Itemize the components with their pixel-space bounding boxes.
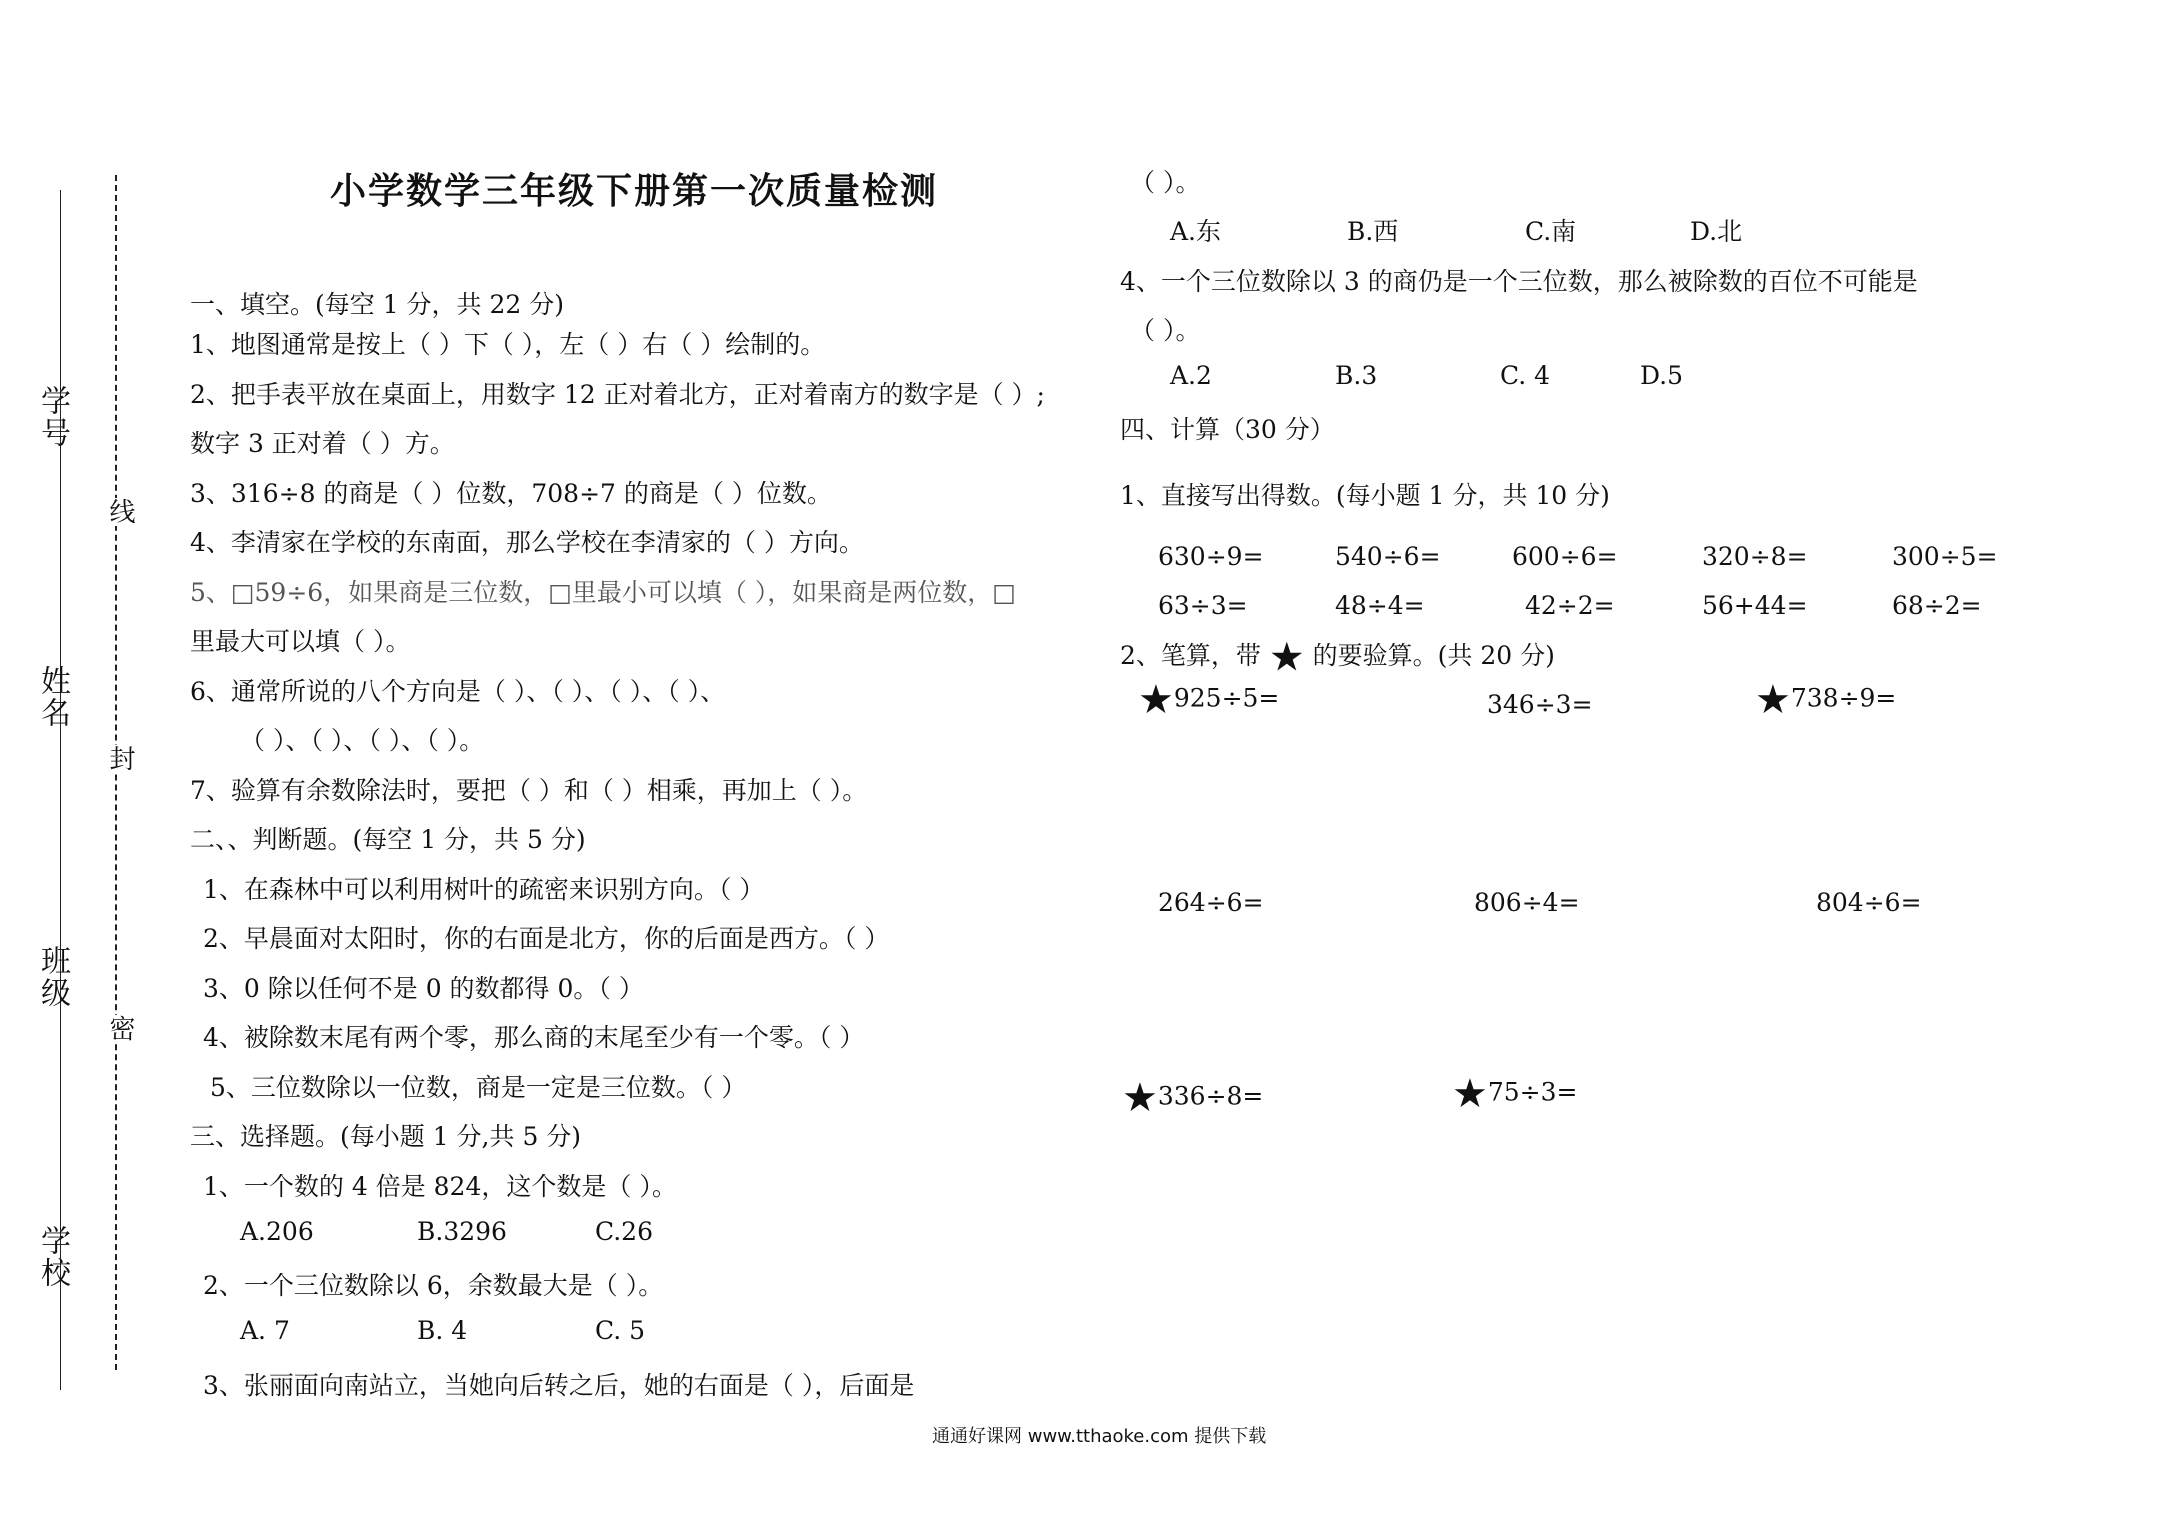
written-calc-expr: 738÷9=	[1790, 683, 1897, 713]
written-calc-r3-1	[1122, 1075, 1264, 1121]
choice-q3-option-c: C.南	[1525, 217, 1577, 246]
choice-q3-continuation: （ ）。	[1130, 168, 1201, 197]
written-calc-r1-3	[1755, 677, 1897, 723]
fill-q7: 7、验算有余数除法时，要把（ ）和（ ）相乘，再加上（ ）。	[190, 776, 868, 805]
choice-q2: 2、一个三位数除以 6，余数最大是（ ）。	[203, 1271, 664, 1300]
choice-q4-option-a: A.2	[1170, 361, 1212, 390]
fill-q4: 4、李清家在学校的东南面，那么学校在李清家的（ ）方向。	[190, 528, 864, 557]
written-calc-expr: 925÷5=	[1173, 683, 1280, 713]
written-calc-heading-part1: 2、笔算，带	[1120, 641, 1261, 670]
judge-q3: 3、0 除以任何不是 0 的数都得 0。（ ）	[203, 974, 644, 1003]
section-1-heading: 一、填空。(每空 1 分，共 22 分)	[190, 290, 565, 319]
student-id-label: 学号	[35, 385, 70, 449]
star-icon: ★	[1122, 1075, 1158, 1121]
choice-q2-option-b: B. 4	[417, 1316, 468, 1345]
choice-q4-continuation: （ ）。	[1130, 316, 1201, 345]
fill-q1: 1、地图通常是按上（ ）下（ ），左（ ）右（ ）绘制的。	[190, 330, 826, 359]
judge-q4: 4、被除数末尾有两个零，那么商的末尾至少有一个零。（ ）	[203, 1023, 865, 1052]
star-icon: ★	[1138, 677, 1174, 723]
direct-calc-heading: 1、直接写出得数。(每小题 1 分，共 10 分)	[1120, 481, 1610, 510]
direct-calc-r1-5: 300÷5=	[1892, 542, 1998, 571]
written-calc-r2-1: 264÷6=	[1158, 888, 1264, 917]
choice-q3-option-b: B.西	[1347, 217, 1399, 246]
choice-q1-option-b: B.3296	[417, 1217, 507, 1246]
choice-q3: 3、张丽面向南站立，当她向后转之后，她的右面是（ ），后面是	[203, 1371, 915, 1400]
written-calc-expr: 336÷8=	[1157, 1081, 1264, 1111]
judge-q2: 2、早晨面对太阳时，你的右面是北方，你的后面是西方。（ ）	[203, 924, 890, 953]
fill-q2-line1: 2、把手表平放在桌面上，用数字 12 正对着北方，正对着南方的数字是（ ）;	[190, 380, 1045, 409]
written-calc-expr: 75÷3=	[1487, 1077, 1578, 1107]
written-calc-r1-1	[1138, 677, 1280, 723]
direct-calc-r1-2: 540÷6=	[1335, 542, 1441, 571]
direct-calc-r2-3: 42÷2=	[1525, 591, 1615, 620]
page-title: 小学数学三年级下册第一次质量检测	[330, 170, 939, 212]
seal-seal-char: 封	[102, 745, 139, 773]
direct-calc-r2-2: 48÷4=	[1335, 591, 1425, 620]
seal-line-char: 线	[102, 498, 139, 526]
choice-q2-option-a: A. 7	[240, 1316, 290, 1345]
star-icon: ★	[1452, 1071, 1488, 1117]
choice-q1-option-a: A.206	[240, 1217, 314, 1246]
written-calc-heading-part2: 的要验算。(共 20 分)	[1312, 641, 1555, 670]
direct-calc-r2-4: 56+44=	[1702, 591, 1808, 620]
fill-q5-line1: 5、□59÷6，如果商是三位数，□里最小可以填（ ），如果商是两位数，□	[190, 578, 1016, 607]
choice-q4-option-c: C. 4	[1500, 361, 1551, 390]
choice-q2-option-c: C. 5	[595, 1316, 646, 1345]
judge-q5: 5、三位数除以一位数，商是一定是三位数。（ ）	[210, 1073, 747, 1102]
direct-calc-r2-1: 63÷3=	[1158, 591, 1248, 620]
direct-calc-r1-4: 320÷8=	[1702, 542, 1808, 571]
fill-q3: 3、316÷8 的商是（ ）位数，708÷7 的商是（ ）位数。	[190, 479, 832, 508]
school-label: 学校	[35, 1225, 70, 1289]
choice-q1: 1、一个数的 4 倍是 824，这个数是（ ）。	[203, 1172, 677, 1201]
footer-credit: 通通好课网 www.tthaoke.com 提供下载	[932, 1426, 1267, 1447]
star-icon: ★	[1268, 634, 1305, 681]
choice-q3-option-a: A.东	[1170, 217, 1222, 246]
choice-q4-option-d: D.5	[1640, 361, 1684, 390]
section-3-heading: 三、选择题。(每小题 1 分,共 5 分)	[190, 1122, 582, 1151]
fill-q6-line2: （ ）、（ ）、（ ）、（ ）。	[240, 726, 485, 755]
direct-calc-r2-5: 68÷2=	[1892, 591, 1982, 620]
direct-calc-r1-1: 630÷9=	[1158, 542, 1264, 571]
written-calc-heading	[1120, 634, 1555, 681]
choice-q4: 4、一个三位数除以 3 的商仍是一个三位数，那么被除数的百位不可能是	[1120, 267, 1918, 296]
seal-tight-char: 密	[102, 1015, 139, 1043]
section-4-heading: 四、计算（30 分）	[1120, 415, 1335, 444]
fill-q2-line2: 数字 3 正对着（ ）方。	[190, 429, 455, 458]
section-2-heading: 二、、判断题。(每空 1 分，共 5 分)	[190, 825, 586, 854]
choice-q4-option-b: B.3	[1335, 361, 1378, 390]
binding-line-left	[60, 190, 61, 1390]
star-icon: ★	[1755, 677, 1791, 723]
judge-q1: 1、在森林中可以利用树叶的疏密来识别方向。（ ）	[203, 875, 765, 904]
choice-q3-option-d: D.北	[1690, 217, 1743, 246]
class-label: 班级	[35, 945, 70, 1009]
written-calc-r2-3: 804÷6=	[1816, 888, 1922, 917]
fill-q5-line2: 里最大可以填（ ）。	[190, 627, 411, 656]
name-label: 姓名	[35, 665, 70, 729]
written-calc-r3-2	[1452, 1071, 1578, 1117]
direct-calc-r1-3: 600÷6=	[1512, 542, 1618, 571]
choice-q1-option-c: C.26	[595, 1217, 653, 1246]
written-calc-r2-2: 806÷4=	[1474, 888, 1580, 917]
written-calc-r1-2: 346÷3=	[1487, 690, 1593, 719]
fill-q6-line1: 6、通常所说的八个方向是（ ）、（ ）、（ ）、（ ）、	[190, 677, 726, 706]
